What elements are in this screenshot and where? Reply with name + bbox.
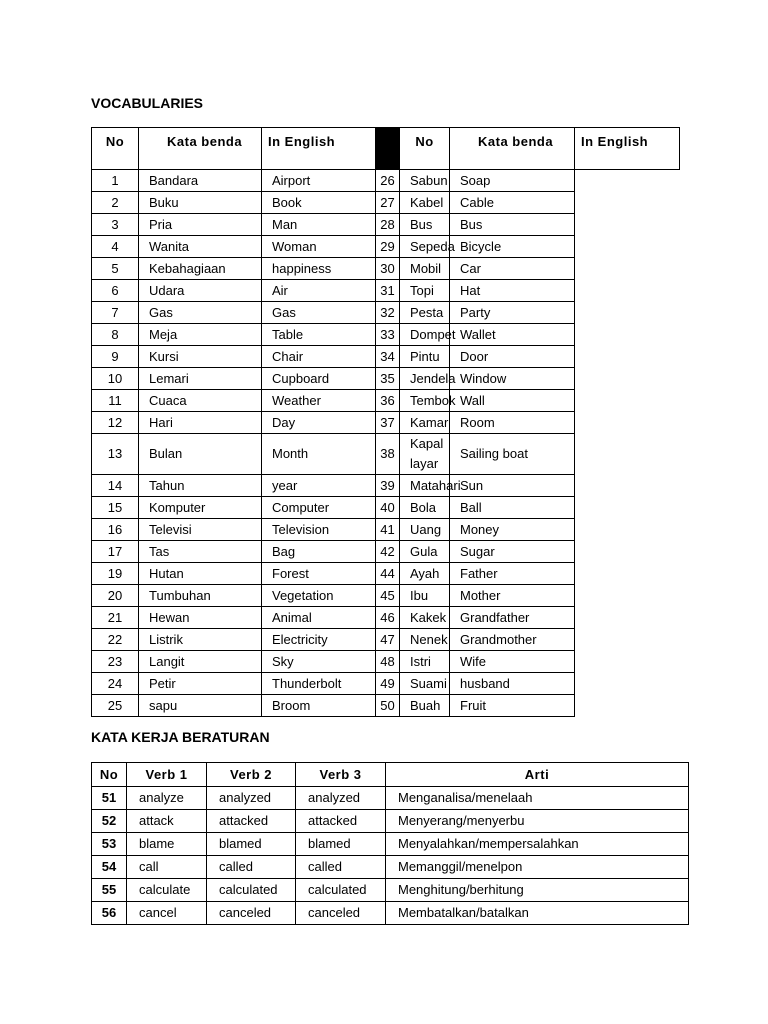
vocab-row <box>92 541 680 563</box>
verbs-row <box>92 810 689 833</box>
number-right-cell: 32 <box>376 302 400 324</box>
number-left-cell: 19 <box>92 563 139 585</box>
vocab-row <box>92 390 680 412</box>
in-english-left-cell: Sky <box>262 651 376 673</box>
number-left-cell: 23 <box>92 651 139 673</box>
vocab-row <box>92 651 680 673</box>
verbs-header-0: No <box>92 763 127 787</box>
number-right-cell: 46 <box>376 607 400 629</box>
kata-benda-right-cell: Ibu <box>400 585 450 607</box>
in-english-right-cell: Grandmother <box>450 629 575 651</box>
verbs-row <box>92 856 689 879</box>
verbs-header-3: Verb 3 <box>296 763 386 787</box>
verbs-cell: analyze <box>127 787 207 810</box>
verbs-header-row <box>92 763 689 787</box>
kata-benda-right-cell: Buah <box>400 695 450 717</box>
verbs-row <box>92 787 689 810</box>
in-english-left-cell: Woman <box>262 236 376 258</box>
number-right-cell: 36 <box>376 390 400 412</box>
verbs-cell: Menganalisa/menelaah <box>386 787 689 810</box>
vocabulary-table <box>91 127 680 717</box>
in-english-left-cell: happiness <box>262 258 376 280</box>
kata-benda-left-cell: Hewan <box>139 607 262 629</box>
vocab-row <box>92 434 680 475</box>
in-english-right-cell: Money <box>450 519 575 541</box>
number-left-cell: 15 <box>92 497 139 519</box>
number-left-cell: 2 <box>92 192 139 214</box>
number-right-cell: 35 <box>376 368 400 390</box>
vocab-row <box>92 280 680 302</box>
in-english-right-cell: Mother <box>450 585 575 607</box>
vocab-row <box>92 368 680 390</box>
in-english-right-cell: Room <box>450 412 575 434</box>
number-left-cell: 6 <box>92 280 139 302</box>
number-left-cell: 14 <box>92 475 139 497</box>
header-kata-benda-left: Kata benda <box>139 128 262 170</box>
number-left-cell: 24 <box>92 673 139 695</box>
number-right-cell: 34 <box>376 346 400 368</box>
in-english-left-cell: Month <box>262 434 376 475</box>
kata-benda-right-cell: Kakek <box>400 607 450 629</box>
kata-benda-left-cell: Udara <box>139 280 262 302</box>
in-english-right-cell: Bicycle <box>450 236 575 258</box>
kata-benda-right-cell: Sabun <box>400 170 450 192</box>
in-english-left-cell: Broom <box>262 695 376 717</box>
kata-benda-left-cell: Gas <box>139 302 262 324</box>
number-left-cell: 11 <box>92 390 139 412</box>
verbs-row <box>92 833 689 856</box>
number-left-cell: 22 <box>92 629 139 651</box>
kata-benda-right-cell: Istri <box>400 651 450 673</box>
vocab-row <box>92 629 680 651</box>
verbs-cell: Membatalkan/batalkan <box>386 902 689 925</box>
number-right-cell: 50 <box>376 695 400 717</box>
number-right-cell: 26 <box>376 170 400 192</box>
verbs-cell: Menghitung/berhitung <box>386 879 689 902</box>
verbs-header-1: Verb 1 <box>127 763 207 787</box>
kata-benda-left-cell: Kursi <box>139 346 262 368</box>
in-english-right-cell: Cable <box>450 192 575 214</box>
kata-benda-left-cell: Listrik <box>139 629 262 651</box>
number-right-cell: 37 <box>376 412 400 434</box>
number-right-cell: 45 <box>376 585 400 607</box>
verbs-cell: attacked <box>207 810 296 833</box>
number-right-cell: 42 <box>376 541 400 563</box>
kata-benda-left-cell: Bulan <box>139 434 262 475</box>
number-left-cell: 8 <box>92 324 139 346</box>
kata-benda-left-cell: Tahun <box>139 475 262 497</box>
in-english-left-cell: year <box>262 475 376 497</box>
verbs-cell: blamed <box>207 833 296 856</box>
kata-benda-left-cell: Pria <box>139 214 262 236</box>
verbs-cell: canceled <box>207 902 296 925</box>
number-left-cell: 4 <box>92 236 139 258</box>
verbs-cell: 53 <box>92 833 127 856</box>
number-left-cell: 5 <box>92 258 139 280</box>
number-left-cell: 20 <box>92 585 139 607</box>
kata-benda-left-cell: Meja <box>139 324 262 346</box>
in-english-right-cell: Door <box>450 346 575 368</box>
in-english-left-cell: Vegetation <box>262 585 376 607</box>
in-english-left-cell: Animal <box>262 607 376 629</box>
kata-benda-left-cell: Televisi <box>139 519 262 541</box>
verbs-cell: 55 <box>92 879 127 902</box>
vocab-row <box>92 607 680 629</box>
in-english-left-cell: Weather <box>262 390 376 412</box>
verbs-cell: canceled <box>296 902 386 925</box>
in-english-left-cell: Day <box>262 412 376 434</box>
number-left-cell: 21 <box>92 607 139 629</box>
vocab-row <box>92 673 680 695</box>
header-in-english-left: In English <box>262 128 376 170</box>
kata-benda-left-cell: Wanita <box>139 236 262 258</box>
kata-benda-right-cell: Topi <box>400 280 450 302</box>
in-english-left-cell: Computer <box>262 497 376 519</box>
header-no-left: No <box>92 128 139 170</box>
kata-benda-left-cell: Buku <box>139 192 262 214</box>
kata-benda-right-cell: Bola <box>400 497 450 519</box>
in-english-right-cell: Fruit <box>450 695 575 717</box>
number-right-cell: 40 <box>376 497 400 519</box>
kata-benda-right-cell: Kamar <box>400 412 450 434</box>
verbs-header-2: Verb 2 <box>207 763 296 787</box>
number-right-cell: 31 <box>376 280 400 302</box>
number-right-cell: 47 <box>376 629 400 651</box>
in-english-right-cell: Bus <box>450 214 575 236</box>
in-english-right-cell: Window <box>450 368 575 390</box>
verbs-cell: attack <box>127 810 207 833</box>
in-english-left-cell: Man <box>262 214 376 236</box>
verbs-cell: calculate <box>127 879 207 902</box>
in-english-left-cell: Thunderbolt <box>262 673 376 695</box>
vocab-row <box>92 324 680 346</box>
vocab-row <box>92 236 680 258</box>
vocab-row <box>92 170 680 192</box>
verbs-cell: Menyerang/menyerbu <box>386 810 689 833</box>
in-english-left-cell: Television <box>262 519 376 541</box>
in-english-right-cell: Hat <box>450 280 575 302</box>
in-english-right-cell: Father <box>450 563 575 585</box>
vocab-row <box>92 563 680 585</box>
number-right-cell: 39 <box>376 475 400 497</box>
kata-benda-left-cell: Hari <box>139 412 262 434</box>
header-kata-benda-right: Kata benda <box>450 128 575 170</box>
kata-benda-right-cell: Uang <box>400 519 450 541</box>
in-english-right-cell: Sugar <box>450 541 575 563</box>
verbs-header-4: Arti <box>386 763 689 787</box>
in-english-left-cell: Cupboard <box>262 368 376 390</box>
verbs-cell: cancel <box>127 902 207 925</box>
in-english-left-cell: Air <box>262 280 376 302</box>
number-left-cell: 9 <box>92 346 139 368</box>
in-english-right-cell: husband <box>450 673 575 695</box>
kata-benda-right-cell: Suami <box>400 673 450 695</box>
header-in-english-right: In English <box>575 128 680 170</box>
kata-benda-right-cell: Kabel <box>400 192 450 214</box>
number-right-cell: 27 <box>376 192 400 214</box>
kata-benda-left-cell: Hutan <box>139 563 262 585</box>
kata-benda-left-cell: Tas <box>139 541 262 563</box>
kata-benda-left-cell: sapu <box>139 695 262 717</box>
number-right-cell: 49 <box>376 673 400 695</box>
kata-benda-right-cell: Matahari <box>400 475 450 497</box>
kata-benda-right-cell: Kapal layar <box>400 434 450 475</box>
number-left-cell: 25 <box>92 695 139 717</box>
number-right-cell: 48 <box>376 651 400 673</box>
kata-benda-left-cell: Komputer <box>139 497 262 519</box>
number-right-cell: 38 <box>376 434 400 475</box>
number-left-cell: 12 <box>92 412 139 434</box>
kata-benda-right-cell: Gula <box>400 541 450 563</box>
in-english-right-cell: Wall <box>450 390 575 412</box>
verbs-cell: call <box>127 856 207 879</box>
number-right-cell: 30 <box>376 258 400 280</box>
in-english-left-cell: Airport <box>262 170 376 192</box>
kata-benda-right-cell: Mobil <box>400 258 450 280</box>
verbs-cell: 56 <box>92 902 127 925</box>
in-english-right-cell: Sailing boat <box>450 434 575 475</box>
kata-benda-right-cell: Sepeda <box>400 236 450 258</box>
number-left-cell: 13 <box>92 434 139 475</box>
number-right-cell: 44 <box>376 563 400 585</box>
number-left-cell: 3 <box>92 214 139 236</box>
verbs-row <box>92 879 689 902</box>
header-no-right: No <box>400 128 450 170</box>
verbs-cell: 52 <box>92 810 127 833</box>
vocabulary-header-row <box>92 128 680 170</box>
verbs-cell: calculated <box>207 879 296 902</box>
vocab-row <box>92 475 680 497</box>
verbs-table <box>91 762 689 925</box>
verbs-cell: blame <box>127 833 207 856</box>
in-english-right-cell: Sun <box>450 475 575 497</box>
kata-benda-right-cell: Pesta <box>400 302 450 324</box>
number-left-cell: 10 <box>92 368 139 390</box>
verbs-cell: 51 <box>92 787 127 810</box>
verbs-cell: blamed <box>296 833 386 856</box>
vocab-row <box>92 585 680 607</box>
vocab-row <box>92 214 680 236</box>
vocab-row <box>92 258 680 280</box>
in-english-left-cell: Table <box>262 324 376 346</box>
kata-benda-left-cell: Langit <box>139 651 262 673</box>
number-right-cell: 29 <box>376 236 400 258</box>
number-right-cell: 28 <box>376 214 400 236</box>
verbs-cell: attacked <box>296 810 386 833</box>
verbs-row <box>92 902 689 925</box>
vocab-row <box>92 346 680 368</box>
kata-benda-right-cell: Pintu <box>400 346 450 368</box>
verbs-cell: 54 <box>92 856 127 879</box>
kata-benda-right-cell: Jendela <box>400 368 450 390</box>
vocab-row <box>92 302 680 324</box>
vocab-row <box>92 192 680 214</box>
vocab-row <box>92 695 680 717</box>
vocab-row <box>92 412 680 434</box>
number-left-cell: 16 <box>92 519 139 541</box>
in-english-right-cell: Ball <box>450 497 575 519</box>
in-english-left-cell: Forest <box>262 563 376 585</box>
in-english-left-cell: Book <box>262 192 376 214</box>
verbs-cell: analyzed <box>296 787 386 810</box>
vocabularies-heading: VOCABULARIES <box>91 95 204 111</box>
verbs-cell: analyzed <box>207 787 296 810</box>
in-english-right-cell: Soap <box>450 170 575 192</box>
kata-benda-left-cell: Petir <box>139 673 262 695</box>
kata-benda-right-cell: Bus <box>400 214 450 236</box>
in-english-right-cell: Party <box>450 302 575 324</box>
in-english-left-cell: Bag <box>262 541 376 563</box>
in-english-left-cell: Chair <box>262 346 376 368</box>
verbs-cell: Memanggil/menelpon <box>386 856 689 879</box>
kata-kerja-heading: KATA KERJA BERATURAN <box>91 729 270 745</box>
verbs-cell: Menyalahkan/mempersalahkan <box>386 833 689 856</box>
verbs-cell: called <box>296 856 386 879</box>
kata-benda-right-cell: Ayah <box>400 563 450 585</box>
kata-benda-left-cell: Kebahagiaan <box>139 258 262 280</box>
kata-benda-right-cell: Dompet <box>400 324 450 346</box>
in-english-right-cell: Wallet <box>450 324 575 346</box>
number-right-cell: 33 <box>376 324 400 346</box>
in-english-right-cell: Grandfather <box>450 607 575 629</box>
number-right-cell: 41 <box>376 519 400 541</box>
kata-benda-right-cell: Tembok <box>400 390 450 412</box>
kata-benda-left-cell: Cuaca <box>139 390 262 412</box>
kata-benda-left-cell: Tumbuhan <box>139 585 262 607</box>
kata-benda-left-cell: Lemari <box>139 368 262 390</box>
in-english-left-cell: Electricity <box>262 629 376 651</box>
number-left-cell: 17 <box>92 541 139 563</box>
column-separator <box>376 128 400 170</box>
verbs-cell: calculated <box>296 879 386 902</box>
vocab-row <box>92 519 680 541</box>
kata-benda-right-cell: Nenek <box>400 629 450 651</box>
in-english-right-cell: Car <box>450 258 575 280</box>
kata-benda-left-cell: Bandara <box>139 170 262 192</box>
number-left-cell: 7 <box>92 302 139 324</box>
vocab-row <box>92 497 680 519</box>
number-left-cell: 1 <box>92 170 139 192</box>
in-english-right-cell: Wife <box>450 651 575 673</box>
in-english-left-cell: Gas <box>262 302 376 324</box>
verbs-cell: called <box>207 856 296 879</box>
